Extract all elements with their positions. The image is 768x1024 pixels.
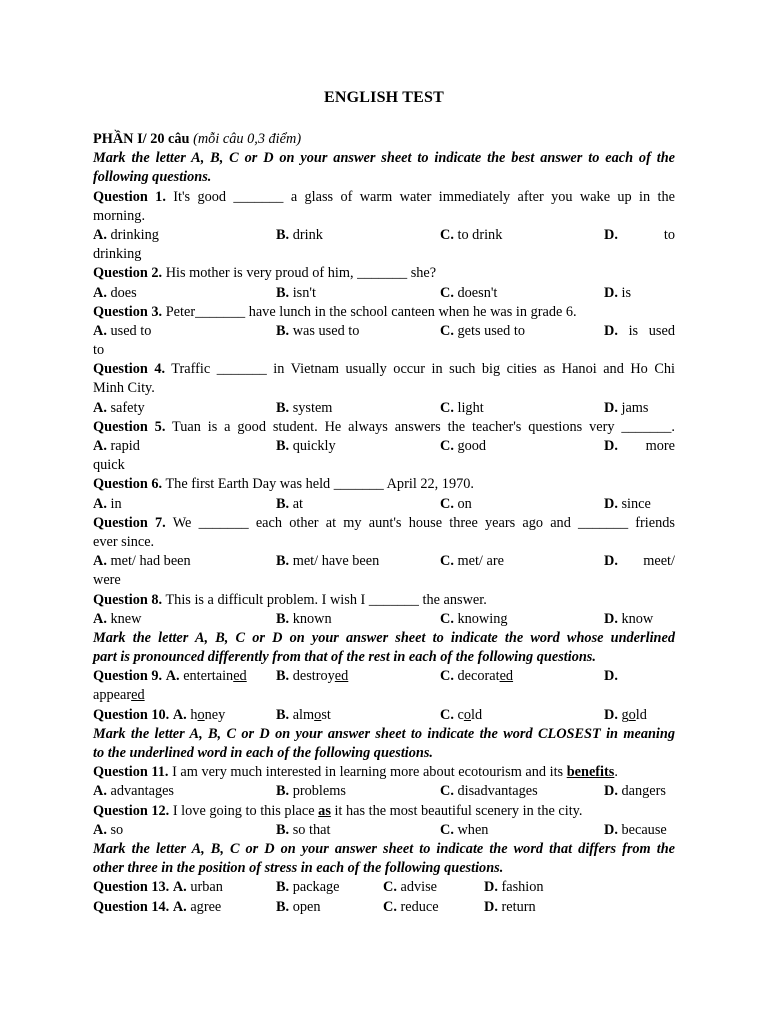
question-4-cont: Minh City. [93, 380, 155, 397]
option-letter: Question 10. [93, 706, 170, 723]
option-a[interactable] [93, 821, 123, 840]
option-letter: D. [604, 495, 618, 512]
option-text: return [501, 898, 536, 915]
option-c[interactable] [440, 399, 484, 418]
option-text: knowing [457, 610, 508, 627]
option-d[interactable] [604, 667, 618, 686]
option-b[interactable] [276, 322, 359, 341]
option-text: advise [400, 879, 438, 896]
option-d[interactable] [604, 821, 667, 840]
option-d[interactable] [604, 437, 675, 456]
option-text: o [628, 706, 636, 723]
instruction-2-line-2: part is pronounced differently from that of the rest in each of the following questions. [93, 649, 596, 666]
option-text: ed [334, 668, 349, 685]
option-c[interactable] [383, 878, 437, 897]
option-letter: B. [276, 898, 290, 915]
option-text: h [190, 706, 198, 723]
question-11: Question 11. I am very much interested in learning more about ecotourism and its benefits. [93, 764, 618, 781]
question-8: Question 8. This is a difficult problem. I wish I _______ the answer. [93, 591, 487, 608]
question-13 [93, 878, 675, 897]
option-letter: D. [484, 879, 498, 896]
option-a[interactable] [93, 782, 174, 801]
option-letter: A. [93, 322, 107, 339]
option-text: g [621, 706, 629, 723]
option-text: to [663, 226, 675, 243]
option-a[interactable] [93, 226, 159, 245]
option-b[interactable] [276, 399, 332, 418]
option-letter: D. [604, 706, 618, 723]
option-letter: C. [440, 553, 454, 570]
option-letter: A. [93, 610, 107, 627]
option-letter: C. [440, 284, 454, 301]
option-a[interactable] [93, 667, 247, 686]
option-text: isn't [292, 284, 316, 301]
option-text: meet/ [643, 553, 675, 570]
option-text: rapid [110, 438, 140, 454]
option-a[interactable] [93, 898, 221, 917]
option-text: urban [190, 879, 223, 896]
option-text: quickly [292, 438, 336, 454]
option-c[interactable] [440, 226, 502, 245]
option-c[interactable] [440, 610, 508, 629]
option-letter: A. [93, 495, 107, 512]
option-c[interactable] [440, 782, 538, 801]
option-text: drinking [110, 226, 159, 243]
option-b[interactable] [276, 552, 379, 571]
option-d[interactable] [604, 226, 675, 245]
option-letter: A. [93, 284, 107, 301]
question-text: It's good _______ a glass of warm water immediately after you wake up in the [173, 188, 675, 205]
option-text: on [457, 495, 472, 512]
option-a[interactable] [93, 552, 191, 571]
question-7-cont: ever since. [93, 533, 155, 550]
option-letter: C. [383, 898, 397, 915]
option-text: ld [635, 706, 647, 723]
option-d[interactable] [484, 898, 536, 917]
question-2-options [93, 284, 675, 303]
option-text: ed [499, 668, 514, 685]
option-letter: B. [276, 668, 290, 685]
option-d-cont: were [93, 572, 121, 589]
option-letter: D. [604, 821, 618, 838]
option-c[interactable] [440, 322, 525, 341]
option-letter: A. [172, 706, 187, 723]
question-14 [93, 898, 675, 917]
option-letter: B. [276, 783, 290, 800]
option-c[interactable] [440, 495, 472, 514]
instruction-3-line-2: to the underlined word in each of the following questions. [93, 745, 433, 761]
test-content [93, 130, 675, 917]
option-text: more [645, 438, 675, 454]
option-text: st [321, 706, 331, 723]
option-b[interactable] [276, 284, 316, 303]
option-c[interactable] [383, 898, 439, 917]
option-text: used [648, 322, 675, 339]
option-letter: B. [276, 706, 290, 723]
option-letter: C. [383, 879, 397, 896]
option-letter: B. [276, 399, 290, 416]
option-letter: A. [165, 668, 180, 685]
part-note: (mỗi câu 0,3 điểm) [193, 131, 302, 147]
option-text: c [457, 706, 464, 723]
option-d[interactable] [604, 495, 651, 514]
option-letter: B. [276, 322, 290, 339]
question-7-options [93, 552, 675, 571]
option-d[interactable] [604, 552, 675, 571]
question-4: Question 4. Traffic _______ in Vietnam usually occur in such big cities as Hanoi and Ho Chi [93, 361, 675, 378]
option-letter: C. [440, 438, 454, 454]
option-d-cont: appeared [93, 687, 145, 704]
option-letter: C. [440, 668, 454, 685]
option-letter: A. [93, 226, 107, 243]
option-d[interactable] [484, 878, 544, 897]
option-d-cont: to [93, 342, 105, 359]
option-letter: C. [440, 322, 454, 339]
question-6: Question 6. The first Earth Day was held _______ April 22, 1970. [93, 476, 474, 493]
page-title: ENGLISH TEST [324, 89, 444, 106]
question-9 [93, 667, 675, 686]
option-letter: D. [604, 226, 618, 243]
option-letter: B. [276, 553, 290, 570]
option-b[interactable] [276, 437, 336, 456]
option-letter: B. [276, 495, 290, 512]
option-letter: Question 9. [93, 668, 163, 685]
option-text: gets used to [457, 322, 525, 339]
question-5-options [93, 437, 675, 456]
option-letter: B. [276, 226, 290, 243]
option-d[interactable] [604, 706, 647, 725]
option-letter: A. [172, 898, 187, 915]
option-letter: B. [276, 284, 290, 301]
option-c[interactable] [440, 437, 486, 456]
option-letter: B. [276, 879, 290, 896]
option-d-cont: quick [93, 457, 125, 474]
option-text: destroy [292, 668, 335, 685]
option-letter: C. [440, 783, 454, 800]
option-text: know [621, 610, 654, 627]
option-letter: A. [93, 821, 107, 838]
option-text: knew [110, 610, 142, 627]
option-text: when [457, 821, 489, 838]
option-letter: D. [604, 284, 618, 301]
option-letter: D. [604, 553, 618, 570]
question-1 [93, 188, 675, 207]
question-4-options [93, 399, 675, 418]
option-letter: Question 14. [93, 898, 170, 915]
option-a[interactable] [93, 610, 141, 629]
instruction-3-line-1: Mark the letter A, B, C or D on your answer sheet to indicate the word CLOSEST in meaning [93, 725, 675, 742]
option-text: so that [292, 821, 331, 838]
option-text: met/ are [457, 553, 504, 570]
option-letter: C. [440, 226, 454, 243]
option-text: agree [190, 898, 222, 915]
option-text: ld [471, 706, 483, 723]
option-b[interactable] [276, 898, 321, 917]
option-c[interactable] [440, 552, 504, 571]
option-letter: D. [604, 322, 618, 339]
option-text: open [292, 898, 321, 915]
option-text: since [621, 495, 651, 512]
option-d-cont: drinking [93, 246, 142, 263]
option-c[interactable] [440, 821, 488, 840]
option-letter: C. [440, 495, 454, 512]
option-letter: D. [604, 399, 618, 416]
option-text: so [110, 821, 124, 838]
option-text: o [314, 706, 322, 723]
option-text: met/ have been [292, 553, 380, 570]
question-11-options [93, 782, 675, 801]
question-7: Question 7. We _______ each other at my aunt's house three years ago and _______ friends [93, 514, 675, 531]
option-text: known [292, 610, 332, 627]
option-letter: A. [93, 553, 107, 570]
instruction-2-line-1: Mark the letter A, B, C or D on your answer sheet to indicate the word whose underlined [93, 629, 675, 646]
option-b[interactable] [276, 821, 330, 840]
part-label: PHẦN I/ 20 câu [93, 131, 190, 147]
option-text: was used to [292, 322, 360, 339]
option-b[interactable] [276, 610, 332, 629]
question-label: Question 1. [93, 188, 166, 205]
instruction-1-line-2: following questions. [93, 169, 212, 186]
option-letter: D. [604, 668, 618, 685]
option-text: is [628, 322, 639, 339]
option-c[interactable] [440, 706, 482, 725]
option-letter: A. [93, 783, 107, 800]
question-12-options [93, 821, 675, 840]
option-b[interactable] [276, 878, 340, 897]
option-letter: D. [604, 610, 618, 627]
option-text: fashion [501, 879, 544, 896]
option-letter: A. [172, 879, 187, 896]
question-12: Question 12. I love going to this place as it has the most beautiful scenery in the city. [93, 802, 583, 819]
instruction-4-line-2: other three in the position of stress in each of the following questions. [93, 860, 504, 877]
option-text: doesn't [457, 284, 498, 301]
option-letter: C. [440, 821, 454, 838]
option-letter: C. [440, 610, 454, 627]
question-3-options [93, 322, 675, 341]
option-text: problems [292, 783, 346, 800]
question-8-options [93, 610, 675, 629]
option-a[interactable] [93, 399, 145, 418]
option-letter: C. [440, 399, 454, 416]
option-text: ney [204, 706, 226, 723]
option-a[interactable] [93, 878, 223, 897]
option-text: o [197, 706, 205, 723]
option-text: ed [233, 668, 247, 685]
option-text: decorat [457, 668, 500, 685]
option-letter: A. [93, 399, 107, 416]
option-text: is [621, 284, 632, 301]
option-text: alm [292, 706, 315, 723]
option-text: to drink [457, 226, 503, 243]
option-text: drink [292, 226, 323, 243]
option-b[interactable] [276, 706, 331, 725]
option-letter: B. [276, 438, 290, 454]
instruction-1-line-1: Mark the letter A, B, C or D on your answer sheet to indicate the best answer to each of the [93, 150, 675, 167]
option-d[interactable] [604, 399, 649, 418]
option-letter: D. [604, 438, 618, 454]
option-d[interactable] [604, 284, 631, 303]
question-2: Question 2. His mother is very proud of him, _______ she? [93, 265, 437, 282]
option-text: package [292, 879, 340, 896]
option-a[interactable] [93, 706, 225, 725]
option-text: at [292, 495, 304, 512]
option-c[interactable] [440, 667, 513, 686]
option-text: used to [110, 322, 152, 339]
option-b[interactable] [276, 495, 303, 514]
question-6-options [93, 495, 675, 514]
question-10 [93, 706, 675, 725]
option-letter: Question 13. [93, 879, 170, 896]
option-a[interactable] [93, 437, 140, 456]
part-heading [93, 130, 675, 149]
option-d[interactable] [604, 322, 675, 341]
option-text: light [457, 399, 484, 416]
option-d[interactable] [604, 610, 653, 629]
option-text: in [110, 495, 122, 512]
option-text: reduce [400, 898, 439, 915]
option-a[interactable] [93, 495, 122, 514]
option-text: safety [110, 399, 145, 416]
option-text: jams [621, 399, 649, 416]
option-text: met/ had been [110, 553, 191, 570]
question-3: Question 3. Peter_______ have lunch in the school canteen when he was in grade 6. [93, 303, 577, 320]
option-b[interactable] [276, 226, 323, 245]
option-text: does [110, 284, 137, 301]
option-text: dangers [621, 783, 666, 800]
question-1-cont: morning. [93, 207, 146, 224]
option-text: because [621, 821, 667, 838]
option-b[interactable] [276, 782, 346, 801]
instruction-4-line-1: Mark the letter A, B, C or D on your answer sheet to indicate the word that differs from the [93, 840, 675, 857]
option-text: entertain [183, 668, 234, 685]
option-c[interactable] [440, 284, 497, 303]
option-text: disadvantages [457, 783, 538, 800]
option-b[interactable] [276, 667, 348, 686]
question-5: Question 5. Tuan is a good student. He always answers the teacher's questions very _______. [93, 418, 675, 435]
option-letter: D. [604, 783, 618, 800]
option-text: o [463, 706, 471, 723]
question-1-options [93, 226, 675, 245]
option-letter: C. [440, 706, 454, 723]
option-a[interactable] [93, 284, 137, 303]
option-letter: B. [276, 610, 290, 627]
option-a[interactable] [93, 322, 151, 341]
option-letter: D. [484, 898, 498, 915]
option-text: system [292, 399, 333, 416]
option-letter: B. [276, 821, 290, 838]
option-text: good [457, 438, 487, 454]
option-letter: A. [93, 438, 107, 454]
option-d[interactable] [604, 782, 666, 801]
option-text: advantages [110, 783, 174, 800]
